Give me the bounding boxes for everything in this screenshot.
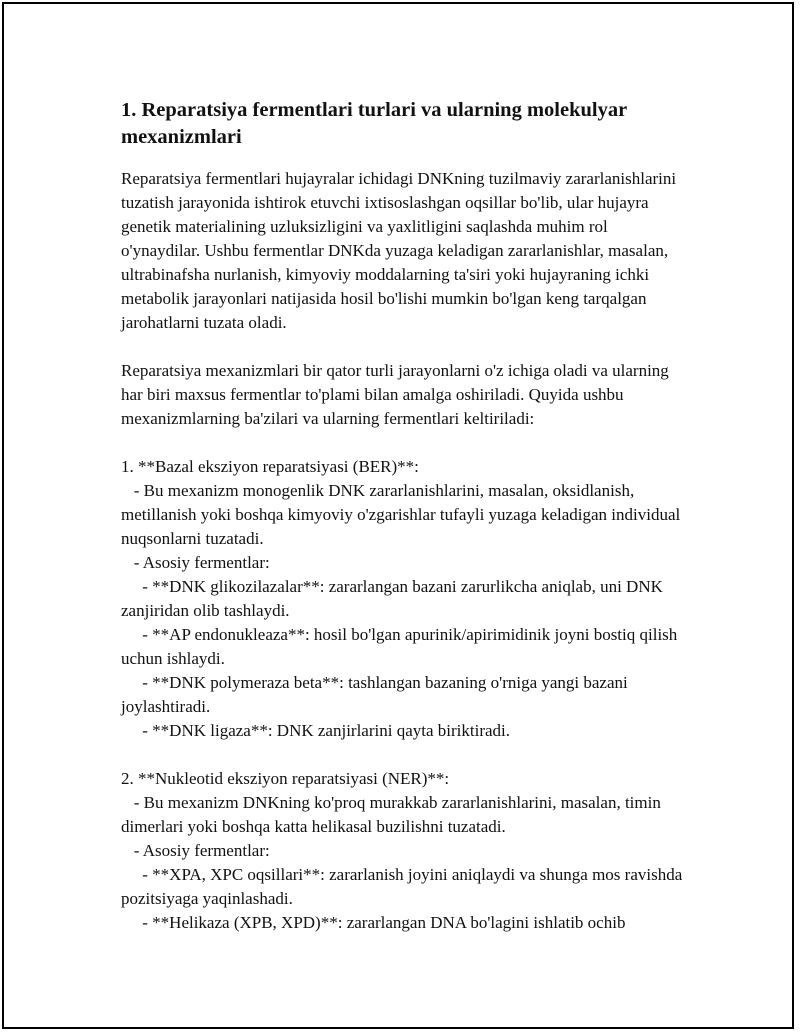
- intro-paragraph: Reparatsiya fermentlari hujayralar ichidagi DNKning tuzilmaviy zararlanishlarini tuzatish jarayonida ishtirok etuvchi ixtisoslashgan oqsillar bo'lib, ular hujayra genetik materialining uzluksizligini va yaxlitligini saqlashda muhim rol o'ynaydilar. Ushbu fermentlar DNKda yuzaga keladigan zararlanishlar, masalan, ultrabinafsha nurlanish, kimyoviy moddalarning ta'siri yoki hujayraning ichki metabolik jarayonlari natijasida hosil bo'lishi mumkin bo'lgan keng tarqalgan jarohatlarni tuzata oladi.: [121, 169, 677, 332]
- mechanisms-paragraph: Reparatsiya mexanizmlari bir qator turli jarayonlarni o'z ichiga oladi va ularning har biri maxsus fermentlar to'plami bilan amalga oshiriladi. Quyida ushbu mexanizmlarning ba'zilari va ularning fermentlari keltiriladi:: [121, 361, 669, 428]
- document-body: [121, 97, 691, 959]
- ner-list: 2. **Nukleotid eksziyon reparatsiyasi (NER)**: - Bu mexanizm DNKning ko'proq murakkab zararlanishlarini, masalan, timin dimerlari yoki boshqa katta helikasal buzilishni tuzatadi. - Asosiy fermentlar: - **XPA, XPC oqsillari**: zararlanish joyini aniqlaydi va shunga mos ravishda pozitsiyaga yaqinlashadi. - **Helikaza (XPB, XPD)**: zararlangan DNA bo'lagini ishlatib ochib: [121, 769, 683, 932]
- page-frame: [2, 2, 794, 1029]
- section-heading: 1. Reparatsiya fermentlari turlari va ularning molekulyar mexanizmlari: [121, 99, 627, 148]
- ber-list: 1. **Bazal eksziyon reparatsiyasi (BER)**: - Bu mexanizm monogenlik DNK zararlanishlarini, masalan, oksidlanish, metillanish yoki boshqa kimyoviy o'zgarishlar tufayli yuzaga keladigan individual nuqsonlarni tuzatadi. - Asosiy fermentlar: - **DNK glikozilazalar**: zararlangan bazani zarurlikcha aniqlab, uni DNK zanjiridan olib tashlaydi. - **AP endonukleaza**: hosil bo'lgan apurinik/apirimidinik joyni bostiq qilish uchun ishlaydi. - **DNK polymeraza beta**: tashlangan bazaning o'rniga yangi bazani joylashtiradi. - **DNK ligaza**: DNK zanjirlarini qayta biriktiradi.: [121, 457, 681, 740]
